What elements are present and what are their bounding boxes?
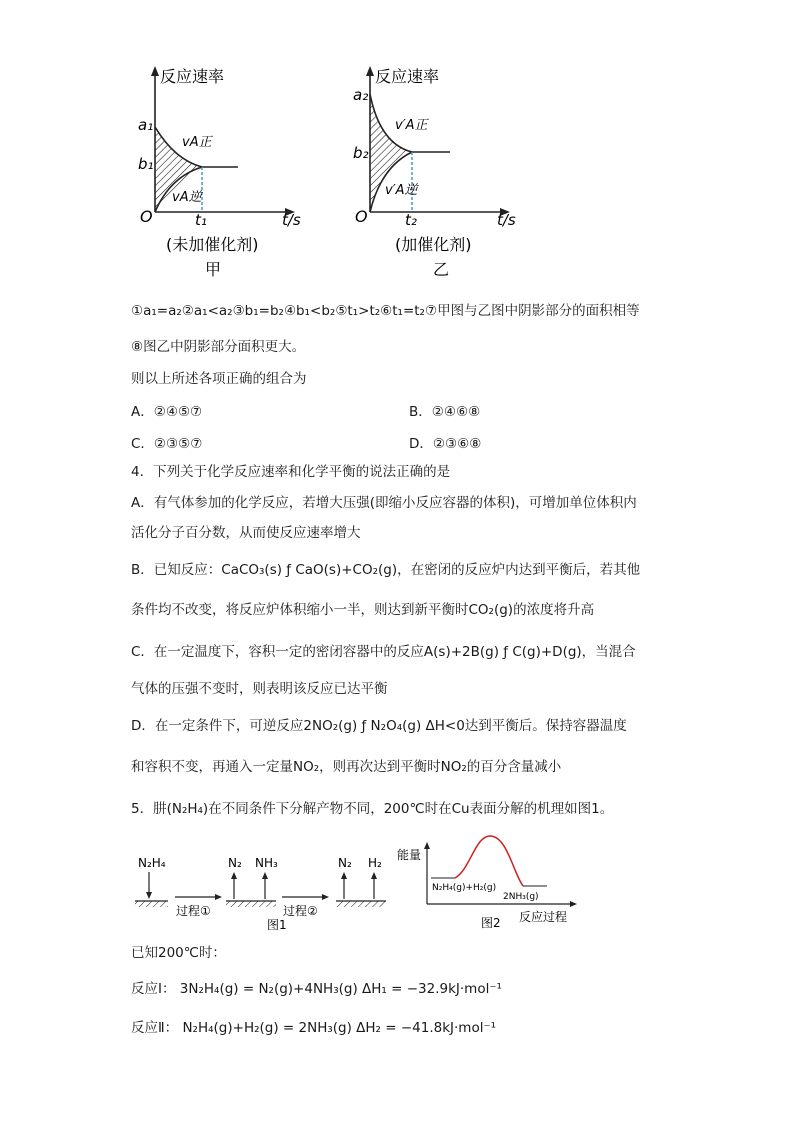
q4-stem: 4．下列关于化学反应速率和化学平衡的说法正确的是: [131, 464, 451, 480]
q4-option-b-line2: 条件均不改变，将反应炉体积缩小一半，则达到新平衡时CO₂(g)的浓度将升高: [131, 602, 595, 618]
q5-stem: 5．肼(N₂H₄)在不同条件下分解产物不同，200℃时在Cu表面分解的机理如图1。: [131, 801, 614, 817]
n2h4-label: N₂H₄: [138, 856, 166, 870]
energy-label: 能量: [397, 848, 422, 862]
b2-label: b₂: [353, 144, 369, 162]
reaction-progress-label: 反应过程: [519, 910, 568, 924]
y-axis-label: 反应速率: [160, 67, 225, 86]
process-2-label: 过程②: [283, 904, 318, 918]
q5-known: 已知200℃时：: [131, 945, 226, 961]
cu-surface-3: [336, 901, 386, 907]
process-1-label: 过程①: [176, 904, 211, 918]
q4-option-b-line1: B．已知反应：CaCO₃(s) ƒ CaO(s)+CO₂(g)，在密闭的反应炉内达到平衡后，若其他: [131, 562, 641, 578]
a1-label: a₁: [138, 116, 154, 134]
up-arrow-icon: [341, 872, 347, 879]
up-arrow-icon: [371, 872, 377, 879]
caption-uncatalyzed: (未加催化剂): [166, 235, 259, 254]
product-label: 2NH₃(g): [503, 892, 539, 902]
caption-jia: 甲: [205, 260, 222, 279]
a2-label: a₂: [353, 86, 369, 104]
q3-option-c: C．②③⑤⑦: [131, 436, 203, 452]
figure-2-caption: 图2: [481, 916, 501, 930]
origin-label: O: [140, 207, 153, 226]
v-forward-label: vA正: [182, 135, 212, 150]
up-arrow-icon: [262, 872, 268, 879]
t1-label: t₁: [195, 211, 207, 229]
h2-label: H₂: [368, 856, 382, 870]
energy-figure-2: [395, 832, 585, 937]
caption-catalyzed: (加催化剂): [395, 235, 472, 254]
y-axis-arrow: [366, 66, 374, 76]
v-reverse-label: v′A逆: [385, 183, 418, 198]
y-axis-arrow: [424, 842, 430, 849]
cu-surface-2: [226, 901, 276, 907]
up-arrow-icon: [231, 872, 237, 879]
b1-label: b₁: [138, 155, 154, 173]
right-arrow-icon: [215, 894, 222, 900]
x-axis-label: t/s: [497, 211, 516, 229]
reaction-1-equation: 3N₂H₄(g) = N₂(g)+4NH₃(g) ΔH₁ = −32.9kJ·mol⁻¹: [179, 981, 502, 997]
q3-option-d: D．②③⑥⑧: [409, 436, 482, 452]
v-forward-label: v′A正: [395, 118, 428, 133]
x-axis-arrow: [570, 901, 577, 907]
q3-statements-line2: ⑧图乙中阴影部分面积更大。: [131, 339, 306, 355]
reaction-1-label: 反应Ⅰ：: [131, 981, 176, 997]
y-axis-arrow: [151, 66, 159, 76]
q4-option-d-line2: 和容积不变，再通入一定量NO₂，则再次达到平衡时NO₂的百分含量减小: [131, 759, 562, 775]
mechanism-figure-1: [130, 845, 400, 940]
q4-option-c-line1: C．在一定温度下，容积一定的密闭容器中的反应A(s)+2B(g) ƒ C(g)+D(g)，当混合: [131, 644, 636, 660]
q3-statements-line1: ①a₁=a₂②a₁<a₂③b₁=b₂④b₁<b₂⑤t₁>t₂⑥t₁=t₂⑦甲图与乙图中阴影部分的面积相等: [131, 303, 640, 319]
q4-option-a-line2: 活化分子百分数，从而使反应速率增大: [131, 525, 361, 541]
right-arrow-icon: [322, 894, 329, 900]
energy-curve: [455, 836, 523, 886]
rate-graph-catalyzed: [345, 62, 535, 287]
q3-option-b: B．②④⑥⑧: [409, 404, 481, 420]
figure-1-caption: 图1: [267, 918, 287, 932]
x-axis-label: t/s: [282, 211, 301, 229]
q5-reaction-2: [131, 1019, 496, 1037]
reaction-2-equation: N₂H₄(g)+H₂(g) = 2NH₃(g) ΔH₂ = −41.8kJ·mol⁻¹: [182, 1020, 496, 1036]
q4-option-c-line2: 气体的压强不变时，则表明该反应已达平衡: [131, 681, 388, 697]
y-axis-label: 反应速率: [375, 67, 440, 86]
rate-graph-uncatalyzed: [130, 62, 310, 287]
cu-surface-1: [135, 901, 168, 907]
n2-label: N₂: [228, 856, 242, 870]
t2-label: t₂: [405, 211, 417, 229]
origin-label: O: [355, 207, 368, 226]
caption-yi: 乙: [433, 260, 450, 279]
q4-option-d-line1: D．在一定条件下，可逆反应2NO₂(g) ƒ N₂O₄(g) ΔH<0达到平衡后。保持容器温度: [131, 718, 627, 734]
nh3-label: NH₃: [255, 856, 278, 870]
down-arrow-icon: [146, 892, 152, 899]
n2-label-2: N₂: [338, 856, 352, 870]
q4-option-a-line1: A．有气体参加的化学反应，若增大压强(即缩小反应容器的体积)，可增加单位体积内: [131, 495, 637, 511]
q3-option-a: A．②④⑤⑦: [131, 404, 203, 420]
q5-reaction-1: [131, 980, 502, 998]
q3-prompt: 则以上所述各项正确的组合为: [131, 371, 307, 387]
reaction-2-label: 反应Ⅱ：: [131, 1020, 179, 1036]
reactant-label: N₂H₄(g)+H₂(g): [432, 883, 497, 893]
v-reverse-label: vA逆: [172, 190, 202, 205]
